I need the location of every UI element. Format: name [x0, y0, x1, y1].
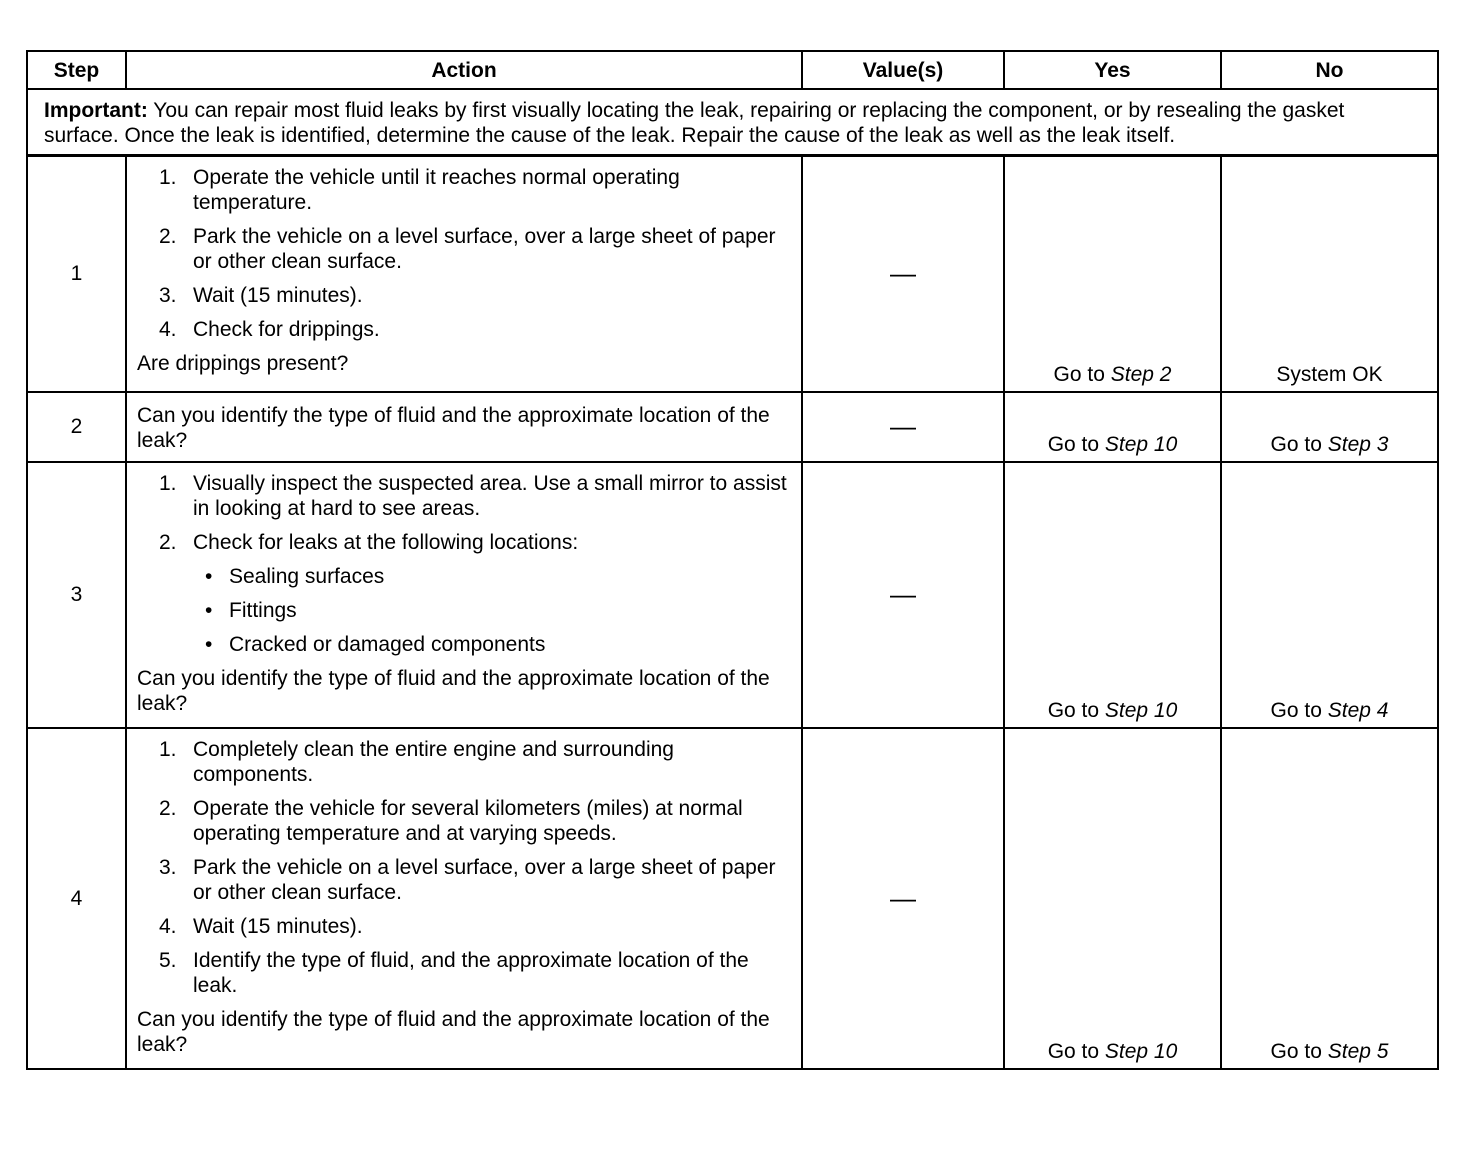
header-action: Action	[126, 51, 802, 89]
header-row	[27, 51, 1438, 89]
action-cell	[126, 156, 802, 392]
step-reference: Step 10	[1104, 1039, 1178, 1063]
list-item: 3. Park the vehicle on a level surface, over a large sheet of paper or other clean surface.	[159, 855, 776, 904]
question-text: Can you identify the type of fluid and the approximate location of the leak?	[137, 403, 770, 452]
action-list	[137, 165, 791, 342]
diagnostic-table	[26, 50, 1439, 1070]
list-item: 3. Wait (15 minutes).	[159, 284, 363, 307]
yes-cell: Go to Step 10	[1004, 462, 1221, 728]
list-item: 2. Park the vehicle on a level surface, over a large sheet of paper or other clean surface.	[159, 225, 776, 273]
no-cell: Go to Step 5	[1221, 728, 1438, 1069]
no-cell: System OK	[1221, 156, 1438, 392]
action-list	[137, 471, 791, 555]
action-list	[137, 737, 791, 998]
step-number: 4	[27, 728, 126, 1069]
value-cell: —	[802, 156, 1004, 392]
step-number: 1	[27, 156, 126, 392]
table-row	[27, 156, 1438, 392]
list-item: 1. Visually inspect the suspected area. Use a small mirror to assist in looking at hard to see areas.	[159, 471, 787, 520]
yes-cell: Go to Step 10	[1004, 728, 1221, 1069]
step-reference: Step 3	[1327, 432, 1389, 456]
table-row	[27, 462, 1438, 728]
table-row	[27, 728, 1438, 1069]
bullet-item: • Sealing surfaces	[205, 564, 385, 588]
yes-cell: Go to Step 10	[1004, 392, 1221, 462]
important-note	[27, 89, 1438, 156]
step-reference: Step 4	[1327, 698, 1389, 722]
list-item: 2. Check for leaks at the following locations:	[159, 530, 579, 554]
list-item: 4. Check for drippings.	[159, 318, 380, 341]
step-reference: Step 5	[1327, 1039, 1389, 1063]
important-label: Important:	[44, 99, 148, 122]
step-reference: Step 10	[1104, 432, 1178, 456]
list-item: 2. Operate the vehicle for several kilometers (miles) at normal operating temperature and at varying speeds.	[159, 796, 743, 845]
location-list	[137, 564, 791, 657]
action-cell	[126, 392, 802, 462]
value-cell: —	[802, 392, 1004, 462]
step-number: 3	[27, 462, 126, 728]
list-item: 4. Wait (15 minutes).	[159, 914, 363, 938]
bullet-item: • Cracked or damaged components	[205, 632, 546, 656]
value-cell: —	[802, 728, 1004, 1069]
question-text: Are drippings present?	[137, 352, 349, 375]
header-yes: Yes	[1004, 51, 1221, 89]
step-reference: Step 10	[1104, 698, 1178, 722]
list-item: 1. Operate the vehicle until it reaches normal operating temperature.	[159, 166, 680, 214]
important-text: You can repair most fluid leaks by first visually locating the leak, repairing or replacing the component, or by resealing the gasket surface. Once the leak is identified, determine the cause of the leak. Repair the cause of the leak as well as the leak itself.	[44, 99, 1345, 147]
header-value: Value(s)	[802, 51, 1004, 89]
step-reference: Step 2	[1110, 362, 1172, 386]
step-number: 2	[27, 392, 126, 462]
header-no: No	[1221, 51, 1438, 89]
action-cell	[126, 462, 802, 728]
yes-cell: Go to Step 2	[1004, 156, 1221, 392]
value-cell: —	[802, 462, 1004, 728]
question-text: Can you identify the type of fluid and the approximate location of the leak?	[137, 666, 770, 715]
question-text: Can you identify the type of fluid and the approximate location of the leak?	[137, 1007, 770, 1056]
list-item: 5. Identify the type of fluid, and the approximate location of the leak.	[159, 948, 749, 997]
table-row	[27, 392, 1438, 462]
no-cell: Go to Step 4	[1221, 462, 1438, 728]
important-row	[27, 89, 1438, 156]
no-cell: Go to Step 3	[1221, 392, 1438, 462]
header-step: Step	[27, 51, 126, 89]
action-cell	[126, 728, 802, 1069]
bullet-item: • Fittings	[205, 598, 297, 622]
list-item: 1. Completely clean the entire engine and surrounding components.	[159, 737, 674, 786]
